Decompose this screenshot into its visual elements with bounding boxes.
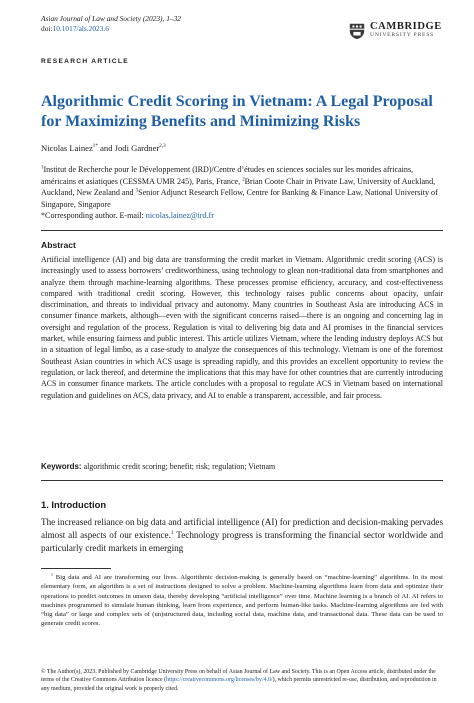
footnote-mark: 1: [51, 571, 53, 577]
divider: [41, 480, 443, 481]
section-heading: 1. Introduction: [41, 499, 107, 510]
email-link[interactable]: nicolas.lainez@ird.fr: [145, 211, 214, 221]
copyright-text: ), which permits unrestricted re-use, distribution, and reproduction in any medium, provided the original work is properly cited.: [41, 677, 437, 692]
keywords-label: Keywords:: [41, 462, 82, 471]
author-conjunction: and: [97, 143, 115, 153]
affiliation-text: Institut de Recherche pour le Développement (IRD)/Centre d’études en sciences sociales sur les mondes africains, américains et asiatiques (CESSMA UMR 245), Paris, France,: [41, 165, 414, 186]
affiliation-text: Senior Adjunct Research Fellow, Centre for Banking & Finance Law, National University of Singapore, Singapore: [41, 188, 438, 209]
corresponding-author-label: *Corresponding author. E-mail:: [41, 211, 146, 221]
footnote-divider: [41, 568, 111, 569]
author-affiliation-mark: 1*: [92, 143, 98, 150]
keywords: [41, 462, 443, 471]
divider: [41, 230, 443, 231]
abstract-heading: Abstract: [41, 240, 76, 250]
logo-subtitle: UNIVERSITY PRESS: [370, 32, 435, 38]
abstract-text: Artificial intelligence (AI) and big data are transforming the credit market in Vietnam. Algorithmic credit scoring (ACS) is increasingly used to assess borrowers’ creditworthiness, using technology to glean non-traditional data from smartphones and analyze them through machine-learning algorithms. These processes promise efficiency, accuracy, and cost-effectiveness compared with traditional credit scoring. However, this technology raises public concerns about opacity, unfair discrimination, and threats to individual privacy and autonomy. Many countries in Southeast Asia are introducing ACS in consumer finance markets, although—even with the significant concerns raised—there is an ongoing and concerning lag in oversight and regulation of the process. Regulation is vital to delivering big data and AI promises in the financial services market, while ensuring fairness and public interest. This article utilizes Vietnam, where the lending industry deploys ACS but in a situation of legal limbo, as a case-study to analyze the consequences of this technology. Vietnam is one of the foremost Southeast Asian countries in which ACS usage is spreading rapidly, and this provides an excellent opportunity to review the regulation, or lack thereof, and determine the implications that this may have for other countries that are currently introducing ACS in consumer finance markets. The article concludes with a proposal to regulate ACS in Vietnam based on international regulation and guidelines on ACS, data privacy, and AI to enable a transparent, accessible, and fair process.: [41, 255, 443, 400]
author-name: Nicolas Lainez: [41, 143, 93, 153]
affiliation-text: Brian Coote Chair in Private Law, University of Auckland, Auckland, New Zealand and: [41, 176, 436, 198]
journal-citation: Asian Journal of Law and Society (2023), 1–32: [41, 14, 181, 23]
author-list: [41, 143, 166, 153]
author-affiliation-mark: 2,3: [159, 143, 166, 150]
intro-text: Technology progress is transforming the financial sector worldwide and particularly credit markets in emerging: [41, 529, 444, 553]
author-name: Jodi Gardner: [114, 143, 160, 153]
doi-link[interactable]: 10.1017/als.2023.6: [52, 24, 109, 33]
footnote: [41, 573, 443, 629]
license-link[interactable]: https://creativecommons.org/licenses/by/4.0/: [166, 677, 273, 684]
cambridge-crest-icon: [348, 22, 366, 40]
cambridge-logo: [348, 22, 442, 40]
doi-prefix: doi:: [41, 24, 53, 33]
doi-line: [41, 24, 181, 34]
journal-header: [41, 14, 181, 34]
article-title: Algorithmic Credit Scoring in Vietnam: A Legal Proposal for Maximizing Benefits and Minimizing Risks: [41, 93, 433, 130]
affiliation-mark: 2: [242, 176, 245, 182]
affiliations: [41, 164, 441, 222]
copyright-notice: [41, 668, 443, 693]
footnote-text: Big data and AI are transforming our lives. Algorithmic decision-making is generally based on “machine-learning” algorithms. In its most elementary form, an algorithm is a set of instructions designed to solve a problem. Machine-learning algorithms learn from data and optimize their operations to predict outcomes in unseen data, thereby developing “artificial intelligence” over time. Machine learning is a branch of AI. AI refers to machines programmed to simulate human thinking, learn from experience, and perform human-like tasks. Machine-learning algorithms are fed with “big data” or large and complex sets of (un)structured data, including social data, machine data, and transactional data. These data can be used to generate credit scores.: [41, 574, 443, 628]
intro-paragraph: [41, 516, 443, 554]
intro-text: The increased reliance on big data and artificial intelligence (AI) for prediction and decision-making pervades almost all aspects of our existence.: [41, 517, 443, 540]
logo-name: CAMBRIDGE: [370, 21, 442, 32]
affiliation-mark: 3: [135, 188, 139, 194]
affiliation-mark: 1: [41, 165, 44, 171]
article-type-label: RESEARCH ARTICLE: [41, 58, 129, 65]
copyright-text: © The Author(s), 2023. Published by Cambridge University Press on behalf of Asian Journal of Law and Society. This is an Open Access article, distributed under the terms of the Creative Commons Attribution licence (: [41, 669, 436, 684]
footnote-reference[interactable]: 1: [170, 529, 174, 536]
keywords-text: algorithmic credit scoring; benefit; risk; regulation; Vietnam: [81, 462, 276, 471]
